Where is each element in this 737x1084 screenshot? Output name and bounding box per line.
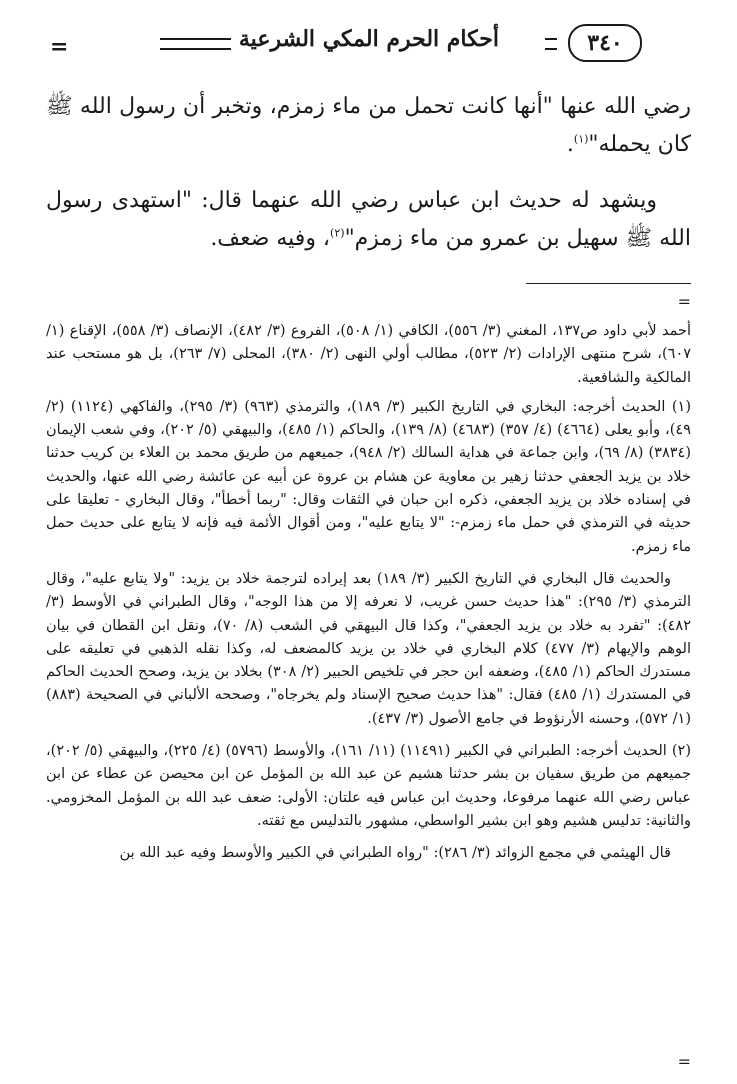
footnote-2-continued	[46, 842, 691, 865]
fn2-line-1: (٢) الحديث أخرجه: الطبراني في الكبير (١١٤٩١) (١١/ ١٦١)، والأوسط (٥٧٩٦) (٤/ ٢٢٥)،	[163, 743, 691, 760]
main-p1-line2: يحمله"	[588, 132, 651, 157]
fn1b-line-2: عليه"، وقال الترمذي (٣/ ٢٩٥): "هذا حديث حسن غريب، لا نعرفه إلا من هذا الوجه"، وقال	[46, 570, 691, 611]
main-p1-end: .	[566, 132, 574, 157]
header-title: أحكام الحرم المكي الشرعية	[231, 26, 507, 52]
fn1b-line-8: الأرنؤوط في جامع الأصول (٣/ ٤٣٧).	[367, 710, 585, 727]
main-paragraph-2	[46, 182, 691, 258]
footnote-ref-2: (٢)	[330, 226, 345, 240]
fn1b-line-3: الطبراني في الأوسط (٣/ ٤٨٢): "تفرد به خلاد بن يزيد الجعفي"، وكذا قال البيهقي في الشعب	[46, 594, 692, 634]
fn-cont-line-1: أحمد لأبي داود ص١٣٧، المغني (٣/ ٥٥٦)، الكافي (١/ ٥٠٨)، الفروع (٣/ ٤٨٢)، الإنصاف	[174, 323, 692, 339]
fn-cont-line-2: (٣/ ٥٥٨)، الإقناع (١/ ٦٠٧)، شرح منتهى الإرادات (٢/ ٥٢٣)، مطالب أولي النهى (٢/ ٣٨٠)،	[46, 323, 692, 363]
header-rule-right	[545, 38, 557, 50]
fn1-line-2: (١١٢٤) (٢/ ٤٩)، وأبو يعلى (٤٦٦٤) (٤/ ٣٥٧) (٤٦٨٣) (٨/ ١٣٩)، والحاكم (١/ ٤٨٥)،	[46, 398, 691, 439]
page-number	[568, 24, 642, 62]
main-paragraph-1	[46, 88, 691, 164]
fn2-line-4: عبد الله بن المؤمل المخزومي. والثانية: تدليس هشيم وهو ابن بشير الواسطي، مشهور بالتدليس مع	[46, 789, 691, 829]
main-p1-line1: رضي الله عنها "أنها كانت تحمل من ماء زمزم، وتخبر أن رسول الله ﷺ كان	[46, 94, 691, 157]
main-text	[46, 88, 691, 258]
fn1-line-1: (١) الحديث أخرجه: البخاري في التاريخ الكبير (٣/ ١٨٩)، والترمذي (٩٦٣) (٣/ ٢٩٥)، والفاكهي	[119, 398, 692, 415]
main-p2-line2: سهيل بن عمرو من ماء زمزم"	[344, 226, 619, 251]
fn1b-line-4: (٨/ ٧٠)، ونقل ابن القطان في بيان الوهم والإيهام (٣/ ٤٧٧) كلام البخاري في خلاد بن يزيد	[46, 617, 691, 657]
fn1b-line-7: "هذا حديث صحيح الإسناد ولم يخرجاه"، وصححه الألباني في الصحيحة (٨٨٣) (١/ ٥٧٢)، وحسنه	[46, 687, 691, 727]
fn1b-line-6: تلخيص الحبير (٢/ ٣٠٨) بخلاد بن يزيد، وصحح الحديث الحاكم في المستدرك (١/ ٤٨٥) فقال:	[46, 664, 692, 704]
fn-cont-line-3: المحلى (٧/ ٢٦٣)، بل هو مستحب عند المالكية والشافعية.	[46, 346, 691, 386]
fn2-line-5: ثقته.	[257, 812, 286, 829]
footnote-continued	[46, 320, 691, 390]
fn1-line-3: والبيهقي (٥/ ٢٠٢)، وفي شعب الإيمان (٣٨٣٤) (٨/ ٦٩)، وابن جماعة في هداية السالك (٢/ ٩٤٨)،	[46, 422, 691, 462]
footnotes	[46, 320, 691, 866]
fn1b-line-1: والحديث قال البخاري في التاريخ الكبير (٣/ ١٨٩) بعد إيراده لترجمة خلاد بن يزيد: "ولا يتابع	[123, 570, 671, 587]
footnote-end-mark: =	[677, 1052, 691, 1071]
fn1-line-5: هشام بن عروة عن أبيه عن عائشة رضي الله عنها، والحديث في إسناده خلاد بن يزيد الجعفي، ذكره ابن	[46, 468, 691, 509]
main-p2-end: ، وفيه ضعف.	[210, 226, 331, 251]
fn1-line-4: جميعهم من طريق محمد بن العلاء بن كريب حدثنا خلاد بن يزيد الجعفي حدثنا زهير بن معاوية عن	[46, 445, 691, 485]
footnote-1	[46, 396, 691, 559]
main-p2-line1: ويشهد له حديث ابن عباس رضي الله عنهما قال: "استهدى رسول الله ﷺ	[46, 188, 691, 251]
fn2b-line-1: قال الهيثمي في مجمع الزوائد (٣/ ٢٨٦): "رواه الطبراني في الكبير والأوسط وفيه عبد الله بن	[119, 845, 671, 862]
page-number-text: ٣٤٠	[587, 30, 623, 56]
footnote-2	[46, 740, 691, 833]
running-header	[40, 24, 697, 68]
footnote-continuation-mark: =	[677, 292, 691, 311]
fn1-line-7: "لا يتابع عليه"، ومن أقوال الأئمة فيه فإنه لا يتابع على حديث حمل ماء زمزم.	[46, 515, 691, 555]
footnote-separator	[526, 283, 691, 284]
header-mark: =	[50, 34, 67, 60]
footnote-1-continued	[46, 568, 691, 731]
fn2-line-2: والبيهقي (٥/ ٢٠٢)، جميعهم من طريق سفيان بن بشر حدثنا هشيم عن عبد الله بن المؤمل عن ابن	[46, 743, 691, 783]
fn1b-line-5: كالمضعف له، وكذا نقله الذهبي في تعليقه على مستدرك الحاكم (١/ ٤٨٥)، وضعفه ابن حجر في	[46, 640, 692, 681]
fn1-line-6: حبان في الثقات وقال: "ربما أخطأ"، وقال البخاري - تعليقا على حديثه في الترمذي في حمل ماء زمزم-:	[46, 492, 691, 532]
footnote-ref-1: (١)	[573, 132, 589, 146]
fn2-line-3: محيصن عن عطاء عن ابن عباس رضي الله عنهما مرفوعا، وحديث ابن عباس فيه علتان: الأولى: ضعف	[46, 766, 691, 806]
